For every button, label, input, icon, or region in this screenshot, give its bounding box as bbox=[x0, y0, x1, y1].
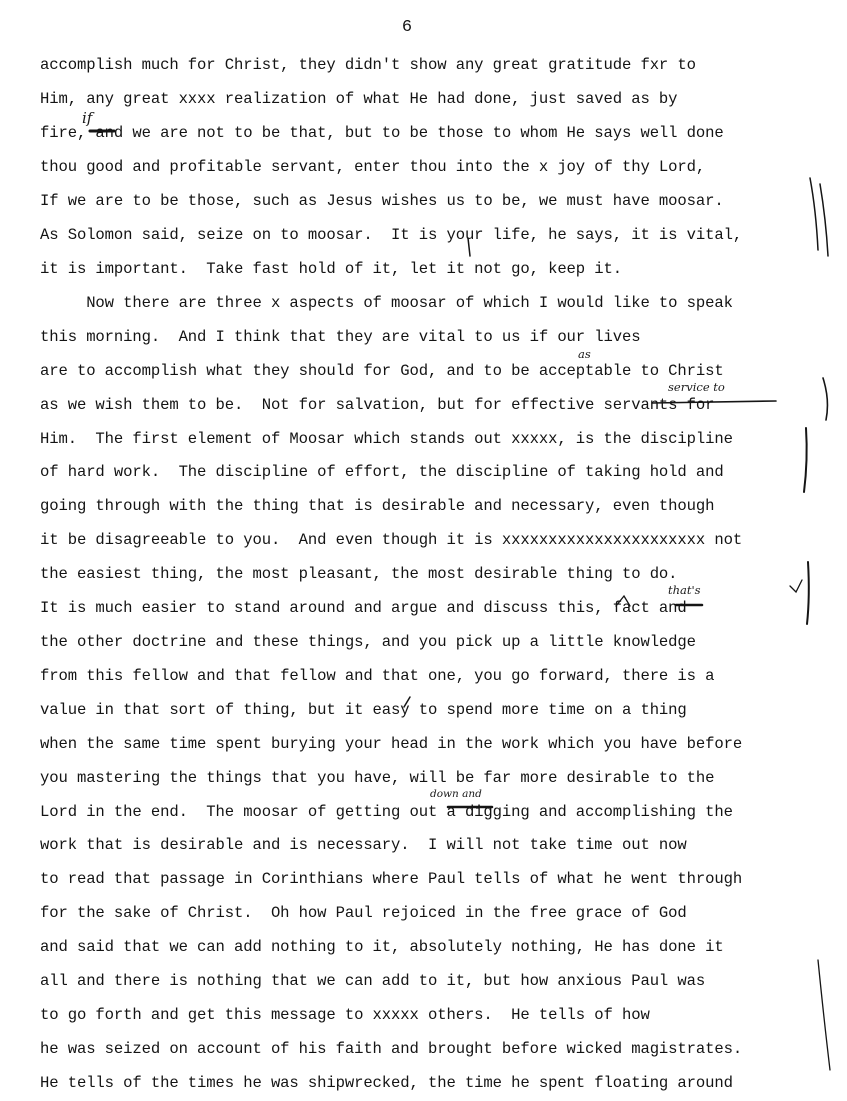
text-line: the other doctrine and these things, and you pick up a little knowledge bbox=[40, 633, 696, 651]
text-line: it be disagreeable to you. And even though it is xxxxxxxxxxxxxxxxxxxxxx not bbox=[40, 531, 743, 549]
text-line: from this fellow and that fellow and that one, you go forward, there is a bbox=[40, 667, 715, 685]
text-line: It is much easier to stand around and argue and discuss this, fact and bbox=[40, 599, 687, 617]
text-line: you mastering the things that you have, will be far more desirable to the bbox=[40, 769, 715, 787]
text-line: going through with the thing that is desirable and necessary, even though bbox=[40, 497, 715, 515]
text-line: He tells of the times he was shipwrecked, the time he spent floating around bbox=[40, 1074, 733, 1092]
text-line: As Solomon said, seize on to moosar. It is your life, he says, it is vital, bbox=[40, 226, 743, 244]
text-line: as we wish them to be. Not for salvation, but for effective servants for bbox=[40, 396, 715, 414]
text-line: work that is desirable and is necessary. I will not take time out now bbox=[40, 836, 687, 854]
text-line: to go forth and get this message to xxxxx others. He tells of how bbox=[40, 1006, 650, 1024]
text-line: when the same time spent burying your head in the work which you have before bbox=[40, 735, 743, 753]
text-line: value in that sort of thing, but it easy to spend more time on a thing bbox=[40, 701, 687, 719]
text-line: Him. The first element of Moosar which stands out xxxxx, is the discipline bbox=[40, 430, 733, 448]
text-line: and said that we can add nothing to it, absolutely nothing, He has done it bbox=[40, 938, 724, 956]
handwritten-if: if bbox=[82, 109, 93, 127]
page-number: 6 bbox=[401, 18, 413, 37]
text-line: the easiest thing, the most pleasant, the most desirable thing to do. bbox=[40, 565, 678, 583]
text-line: for the sake of Christ. Oh how Paul rejoiced in the free grace of God bbox=[40, 904, 687, 922]
text-line: If we are to be those, such as Jesus wishes us to be, we must have moosar. bbox=[40, 192, 724, 210]
text-line: this morning. And I think that they are vital to us if our lives bbox=[40, 328, 641, 346]
text-line: of hard work. The discipline of effort, the discipline of taking hold and bbox=[40, 463, 724, 481]
text-line: are to accomplish what they should for God, and to be acceptable to Christ bbox=[40, 362, 724, 380]
handwritten-down-and: down and bbox=[430, 788, 482, 800]
text-line: Now there are three x aspects of moosar of which I would like to speak bbox=[40, 294, 733, 312]
handwritten-as: as bbox=[578, 347, 591, 361]
handwritten-thats: that's bbox=[668, 583, 701, 597]
text-line: thou good and profitable servant, enter thou into the x joy of thy Lord, bbox=[40, 158, 706, 176]
text-line: fire, and we are not to be that, but to be those to whom He says well done bbox=[40, 124, 724, 142]
text-line: Him, any great xxxx realization of what He had done, just saved as by bbox=[40, 90, 678, 108]
text-line: all and there is nothing that we can add to it, but how anxious Paul was bbox=[40, 972, 706, 990]
text-line: he was seized on account of his faith and brought before wicked magistrates. bbox=[40, 1040, 743, 1058]
text-line: Lord in the end. The moosar of getting out a digging and accomplishing the bbox=[40, 803, 733, 821]
handwritten-service-to: service to bbox=[668, 380, 725, 394]
text-line: it is important. Take fast hold of it, let it not go, keep it. bbox=[40, 260, 622, 278]
text-line: accomplish much for Christ, they didn't show any great gratitude fxr to bbox=[40, 56, 696, 74]
text-line: to read that passage in Corinthians where Paul tells of what he went through bbox=[40, 870, 743, 888]
